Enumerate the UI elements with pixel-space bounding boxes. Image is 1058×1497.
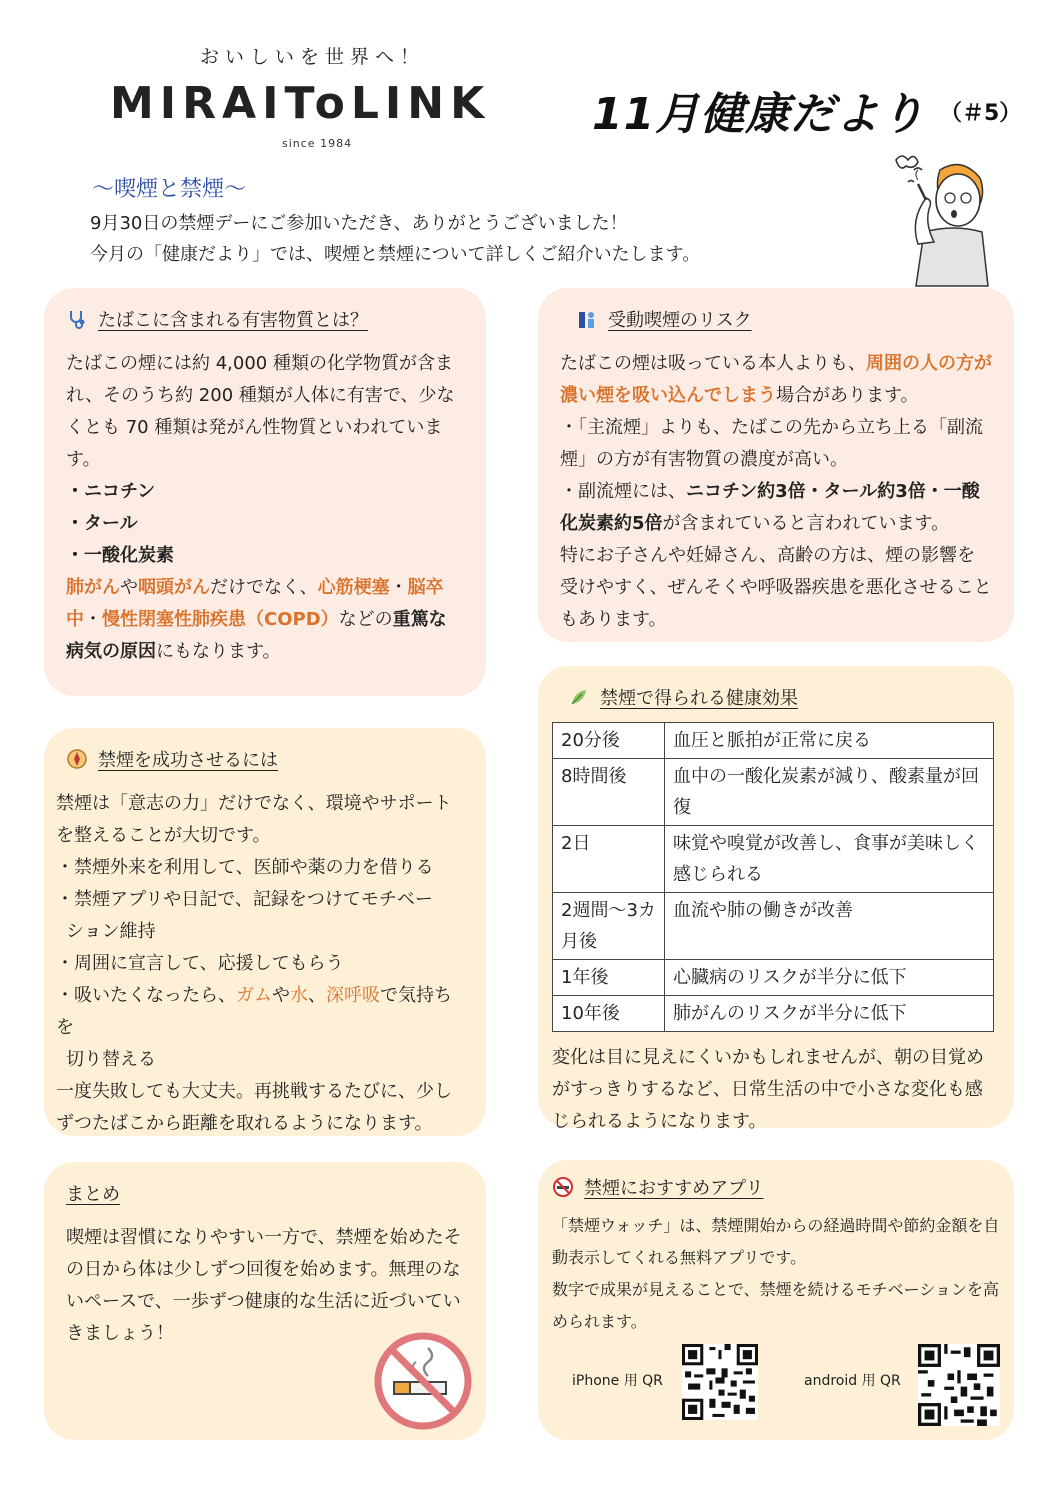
no-smoking-icon — [372, 1330, 474, 1432]
table-row — [553, 826, 994, 893]
brand-since: since 1984 — [282, 137, 353, 150]
passive-smoking-title — [576, 306, 992, 332]
passive-paragraph-4: 特にお子さんや妊婦さん、高齢の方は、煙の影響を受けやすく、ぜんそくや呼吸器疾患を悪化させることもあります。 — [560, 545, 992, 630]
passive-paragraph-1 — [560, 348, 992, 412]
summary-card — [44, 1162, 486, 1440]
disease-myocardial-infarction: 心筋梗塞 — [317, 577, 390, 598]
harmful-diseases — [66, 572, 464, 668]
effect-time: 2日 — [553, 826, 665, 893]
summary-title-text: まとめ — [66, 1184, 120, 1205]
harmful-substances-title — [66, 306, 464, 332]
quit-success-title — [66, 746, 464, 772]
issue-title: 11月健康だより — [592, 89, 926, 140]
disease-stroke: 脳卒中 — [66, 577, 444, 630]
passive-body — [560, 348, 992, 636]
text-fragment: ・ — [389, 577, 408, 598]
quit-success-card — [44, 728, 486, 1136]
effect-description: 血流や肺の働きが改善 — [665, 893, 994, 960]
text-fragment: で気持ちを — [56, 985, 452, 1038]
success-bullet: ・禁煙外来を利用して、医師や薬の力を借りる — [56, 857, 434, 878]
success-bullet: ・禁煙アプリや日記で、記録をつけてモチベー — [56, 889, 433, 910]
compass-icon — [66, 748, 88, 770]
effects-note: 変化は目に見えにくいかもしれませんが、朝の目覚めがすっきりするなど、日常生活の中で小さな変化も感じられるようになります。 — [552, 1047, 984, 1132]
intro-text — [90, 208, 700, 270]
health-effects-card — [538, 666, 1014, 1132]
android-qr-code[interactable] — [918, 1344, 1000, 1426]
topic-title: ～喫煙と禁煙～ — [92, 177, 247, 202]
text-fragment: だけでなく、 — [210, 577, 318, 598]
intro-line-1: 9月30日の禁煙デーにご参加いただき、ありがとうございました！ — [90, 213, 628, 234]
brand-logo: MIRAIToLINK — [110, 78, 491, 129]
serious-disease-cause: 重篤な病気の原因 — [66, 609, 447, 662]
text-fragment: ・副流煙には、 — [560, 481, 686, 502]
person-icon — [576, 308, 598, 330]
passive-smoking-card — [538, 288, 1014, 642]
text-fragment: ・吸いたくなったら、 — [56, 985, 236, 1006]
effect-time: 10年後 — [553, 996, 665, 1032]
harmful-title-text: たばこに含まれる有害物質とは？ — [98, 310, 368, 331]
text-fragment: や — [120, 577, 138, 598]
substance-item: ・タール — [66, 513, 138, 534]
text-fragment: にもなります。 — [156, 641, 281, 662]
brand-tagline: おいしいを世界へ！ — [200, 46, 426, 68]
disease-lung-cancer: 肺がん — [66, 577, 120, 598]
iphone-qr-label: iPhone 用 QR — [572, 1373, 663, 1389]
effect-time: 20分後 — [553, 723, 665, 759]
effect-time: 8時間後 — [553, 759, 665, 826]
table-row — [553, 960, 994, 996]
text-fragment: などの — [338, 609, 393, 630]
success-paragraph-2: 一度失敗しても大丈夫。再挑戦するたびに、少しずつたばこから距離を取れるようになります。 — [56, 1081, 452, 1134]
app-card — [538, 1160, 1014, 1440]
table-row — [553, 996, 994, 1032]
app-title-text: 禁煙におすすめアプリ — [584, 1178, 764, 1199]
table-row — [553, 759, 994, 826]
no-smoking-sign-icon — [552, 1176, 574, 1198]
substance-item: ・ニコチン — [66, 481, 156, 502]
text-fragment: が含まれていると言われています。 — [662, 513, 950, 534]
disease-pharyngeal-cancer: 咽頭がん — [138, 577, 210, 598]
effects-table — [552, 722, 994, 1032]
intro-line-2: 今月の「健康だより」では、喫煙と禁煙について詳しくご紹介いたします。 — [90, 244, 701, 265]
passive-title-text: 受動喫煙のリスク — [608, 310, 752, 331]
harmful-body — [66, 348, 464, 668]
text-fragment: 場合があります。 — [776, 385, 919, 406]
effects-title-text: 禁煙で得られる健康効果 — [600, 688, 798, 709]
effect-description: 血中の一酸化炭素が減り、酸素量が回復 — [665, 759, 994, 826]
tip-water: 水 — [290, 985, 308, 1006]
leaf-icon — [568, 686, 590, 708]
tip-gum: ガム — [236, 985, 272, 1006]
issue-number: （＃5） — [940, 101, 1022, 126]
effect-time: 2週間～3カ月後 — [553, 893, 665, 960]
harmful-paragraph: たばこの煙には約 4,000 種類の化学物質が含まれ、そのうち約 200 種類が人体に有害で、少なくとも 70 種類は発がん性物質といわれています。 — [66, 353, 455, 470]
success-bullet-cont: ション維持 — [66, 921, 156, 942]
health-effects-title — [568, 684, 992, 710]
effect-description: 心臓病のリスクが半分に低下 — [665, 960, 994, 996]
summary-body: 喫煙は習慣になりやすい一方で、禁煙を始めたその日から体は少しずつ回復を始めます。無理のないペースで、一歩ずつ健康的な生活に近づいていきましょう！ — [66, 1227, 462, 1344]
success-body — [56, 788, 464, 1140]
stethoscope-icon — [66, 308, 88, 330]
effect-time: 1年後 — [553, 960, 665, 996]
passive-highlight: 周囲の人の方が濃い煙を吸い込んでしまう — [560, 353, 992, 406]
success-bullet-cont: 切り替える — [66, 1049, 156, 1070]
success-title-text: 禁煙を成功させるには — [98, 750, 278, 771]
effect-description: 肺がんのリスクが半分に低下 — [665, 996, 994, 1032]
table-row — [553, 723, 994, 759]
sidestream-amounts: ニコチン約3倍・タール約3倍・一酸化炭素約5倍 — [560, 481, 980, 534]
text-fragment: 、 — [308, 985, 326, 1006]
effect-description: 血圧と脈拍が正常に戻る — [665, 723, 994, 759]
passive-paragraph-2: ・「主流煙」よりも、たばこの先から立ち上る「副流煙」の方が有害物質の濃度が高い。 — [560, 417, 983, 470]
app-paragraph-1: 「禁煙ウォッチ」は、禁煙開始からの経過時間や節約金額を自動表示してくれる無料アプリです。 — [552, 1216, 1000, 1267]
android-qr-label: android 用 QR — [804, 1373, 901, 1389]
tip-deep-breath: 深呼吸 — [326, 985, 380, 1006]
text-fragment: ・ — [84, 609, 102, 630]
table-row — [553, 893, 994, 960]
substance-item: ・一酸化炭素 — [66, 545, 174, 566]
iphone-qr-code[interactable] — [682, 1344, 758, 1420]
success-bullet: ・周囲に宣言して、応援してもらう — [56, 953, 344, 974]
text-fragment: たばこの煙は吸っている本人よりも、 — [560, 353, 866, 374]
success-paragraph-1: 禁煙は「意志の力」だけでなく、環境やサポートを整えることが大切です。 — [56, 793, 452, 846]
disease-copd: 慢性閉塞性肺疾患（COPD） — [102, 609, 339, 630]
passive-paragraph-3 — [560, 476, 992, 540]
effect-description: 味覚や嗅覚が改善し、食事が美味しく感じられる — [665, 826, 994, 893]
success-bullet — [56, 980, 464, 1044]
harmful-substances-card — [44, 288, 486, 696]
app-title — [552, 1174, 1000, 1200]
app-paragraph-2: 数字で成果が見えることで、禁煙を続けるモチベーションを高められます。 — [552, 1280, 1000, 1331]
summary-title — [66, 1180, 464, 1206]
smoking-man-illustration — [878, 148, 990, 288]
text-fragment: や — [272, 985, 290, 1006]
app-body — [552, 1210, 1000, 1338]
